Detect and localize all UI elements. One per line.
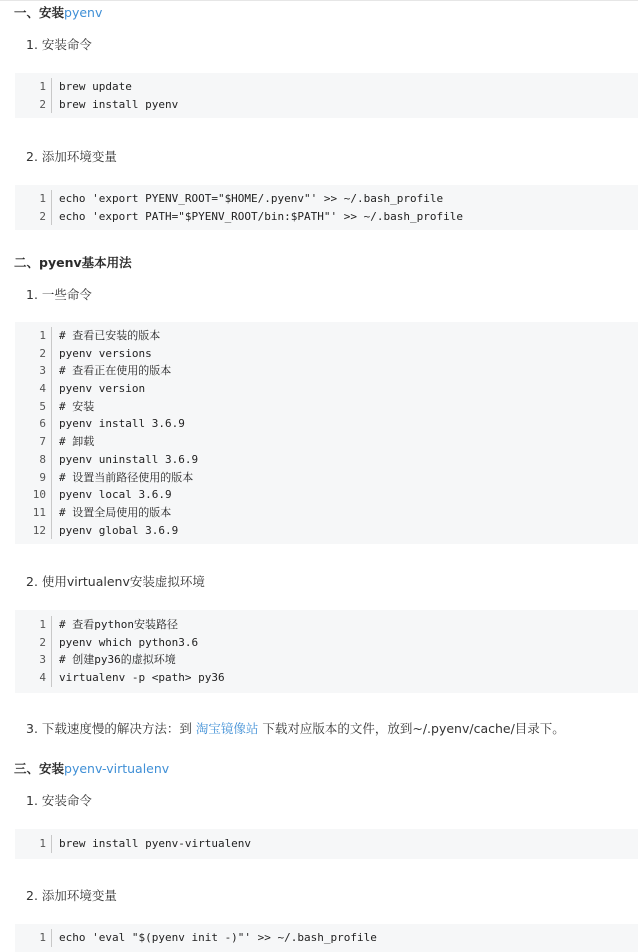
line-number: 5 xyxy=(39,399,46,413)
line-number: 9 xyxy=(39,470,46,484)
code-line xyxy=(15,929,638,947)
line-number: 4 xyxy=(39,382,46,396)
gutter-divider xyxy=(51,451,52,469)
section-heading-install-pyenv-virtualenv xyxy=(14,759,169,777)
line-number: 3 xyxy=(39,653,46,667)
gutter-divider xyxy=(51,327,52,345)
gutter-divider xyxy=(51,651,52,669)
list-item-install-command: 1. 安装命令 xyxy=(26,37,92,52)
code-text: pyenv local 3.6.9 xyxy=(59,488,172,502)
code-line xyxy=(15,78,638,96)
code-line xyxy=(15,504,638,522)
line-number: 3 xyxy=(39,364,46,378)
gutter-divider xyxy=(51,78,52,96)
gutter-divider xyxy=(51,634,52,652)
gutter-divider xyxy=(51,190,52,208)
line-number: 2 xyxy=(39,346,46,360)
code-line xyxy=(15,415,638,433)
line-number: 1 xyxy=(39,837,46,850)
code-line xyxy=(15,669,638,687)
code-text: pyenv version xyxy=(59,382,146,396)
gutter-divider xyxy=(51,929,52,947)
code-text: # 设置当前路径使用的版本 xyxy=(59,470,194,484)
line-number: 10 xyxy=(32,488,46,502)
code-block xyxy=(15,610,638,693)
line-number: 1 xyxy=(39,329,46,342)
code-line xyxy=(15,327,638,345)
line-number: 2 xyxy=(39,635,46,649)
list-item-some-commands: 1. 一些命令 xyxy=(26,287,92,302)
code-text: pyenv versions xyxy=(59,346,152,360)
code-block xyxy=(15,322,638,544)
section-heading-pyenv-usage: 二、pyenv基本用法 xyxy=(14,255,132,270)
code-text: brew install pyenv xyxy=(59,97,179,111)
line-number: 1 xyxy=(39,192,46,205)
gutter-divider xyxy=(51,616,52,634)
code-block xyxy=(15,73,638,118)
line-number: 1 xyxy=(39,80,46,93)
gutter-divider xyxy=(51,469,52,487)
gutter-divider xyxy=(51,345,52,363)
list-item-add-env: 2. 添加环境变量 xyxy=(26,149,117,164)
heading-prefix: 三、安装 xyxy=(14,761,65,776)
list-item-download-tip xyxy=(26,719,565,737)
code-text: echo 'export PATH="$PYENV_ROOT/bin:$PATH"' >> ~/.bash_profile xyxy=(59,209,463,223)
code-text: # 查看python安装路径 xyxy=(59,618,178,631)
code-line xyxy=(15,522,638,540)
line-number: 1 xyxy=(39,618,46,631)
code-text: # 安装 xyxy=(59,399,95,413)
list-item-add-env-2: 2. 添加环境变量 xyxy=(26,888,117,903)
line-number: 1 xyxy=(39,931,46,944)
line-number: 12 xyxy=(32,523,46,537)
code-line xyxy=(15,486,638,504)
code-text: virtualenv -p <path> py36 xyxy=(59,671,225,685)
line-number: 11 xyxy=(32,505,46,519)
code-text: # 查看已安装的版本 xyxy=(59,329,161,342)
code-text: pyenv install 3.6.9 xyxy=(59,417,185,431)
gutter-divider xyxy=(51,433,52,451)
code-text: brew update xyxy=(59,80,132,93)
gutter-divider xyxy=(51,669,52,687)
code-line xyxy=(15,362,638,380)
code-block xyxy=(15,829,638,859)
line-number: 2 xyxy=(39,97,46,111)
line-number: 8 xyxy=(39,452,46,466)
gutter-divider xyxy=(51,486,52,504)
code-text: pyenv which python3.6 xyxy=(59,635,199,649)
code-line xyxy=(15,651,638,669)
code-text: # 卸载 xyxy=(59,435,95,449)
code-block xyxy=(15,185,638,230)
code-line xyxy=(15,96,638,114)
code-text: pyenv global 3.6.9 xyxy=(59,523,179,537)
gutter-divider xyxy=(51,380,52,398)
heading-prefix: 一、安装 xyxy=(14,5,65,20)
list-item-virtualenv: 2. 使用virtualenv安装虚拟环境 xyxy=(26,574,205,589)
code-text: # 查看正在使用的版本 xyxy=(59,364,172,378)
gutter-divider xyxy=(51,362,52,380)
code-text: echo 'eval "$(pyenv init -)"' >> ~/.bash_profile xyxy=(59,931,377,944)
gutter-divider xyxy=(51,504,52,522)
code-line xyxy=(15,433,638,451)
section-heading-install-pyenv xyxy=(14,3,102,21)
pyenv-link[interactable]: pyenv xyxy=(64,5,103,20)
code-line xyxy=(15,835,638,853)
gutter-divider xyxy=(51,522,52,540)
code-line xyxy=(15,398,638,416)
gutter-divider xyxy=(51,398,52,416)
line-number: 2 xyxy=(39,209,46,223)
line-number: 6 xyxy=(39,417,46,431)
code-line xyxy=(15,208,638,226)
gutter-divider xyxy=(51,208,52,226)
pyenv-virtualenv-link[interactable]: pyenv-virtualenv xyxy=(64,761,170,776)
line-number: 4 xyxy=(39,671,46,685)
code-line xyxy=(15,190,638,208)
code-line xyxy=(15,616,638,634)
code-text: pyenv uninstall 3.6.9 xyxy=(59,452,199,466)
code-line xyxy=(15,345,638,363)
gutter-divider xyxy=(51,835,52,853)
code-text: # 创建py36的虚拟环境 xyxy=(59,653,176,667)
code-line xyxy=(15,380,638,398)
tip-text-before: 3. 下载速度慢的解决方法：到 xyxy=(26,721,196,736)
code-text: # 设置全局使用的版本 xyxy=(59,505,172,519)
code-text: brew install pyenv-virtualenv xyxy=(59,837,252,850)
list-item-install-command-2: 1. 安装命令 xyxy=(26,793,92,808)
gutter-divider xyxy=(51,415,52,433)
tip-text-after: 下载对应版本的文件，放到~/.pyenv/cache/目录下。 xyxy=(258,721,565,736)
code-line xyxy=(15,634,638,652)
code-line xyxy=(15,451,638,469)
line-number: 7 xyxy=(39,435,46,449)
top-divider xyxy=(0,0,638,1)
gutter-divider xyxy=(51,96,52,114)
code-line xyxy=(15,469,638,487)
code-block xyxy=(15,924,638,952)
code-text: echo 'export PYENV_ROOT="$HOME/.pyenv"' >> ~/.bash_profile xyxy=(59,192,444,205)
taobao-mirror-link[interactable]: 淘宝镜像站 xyxy=(195,721,259,736)
